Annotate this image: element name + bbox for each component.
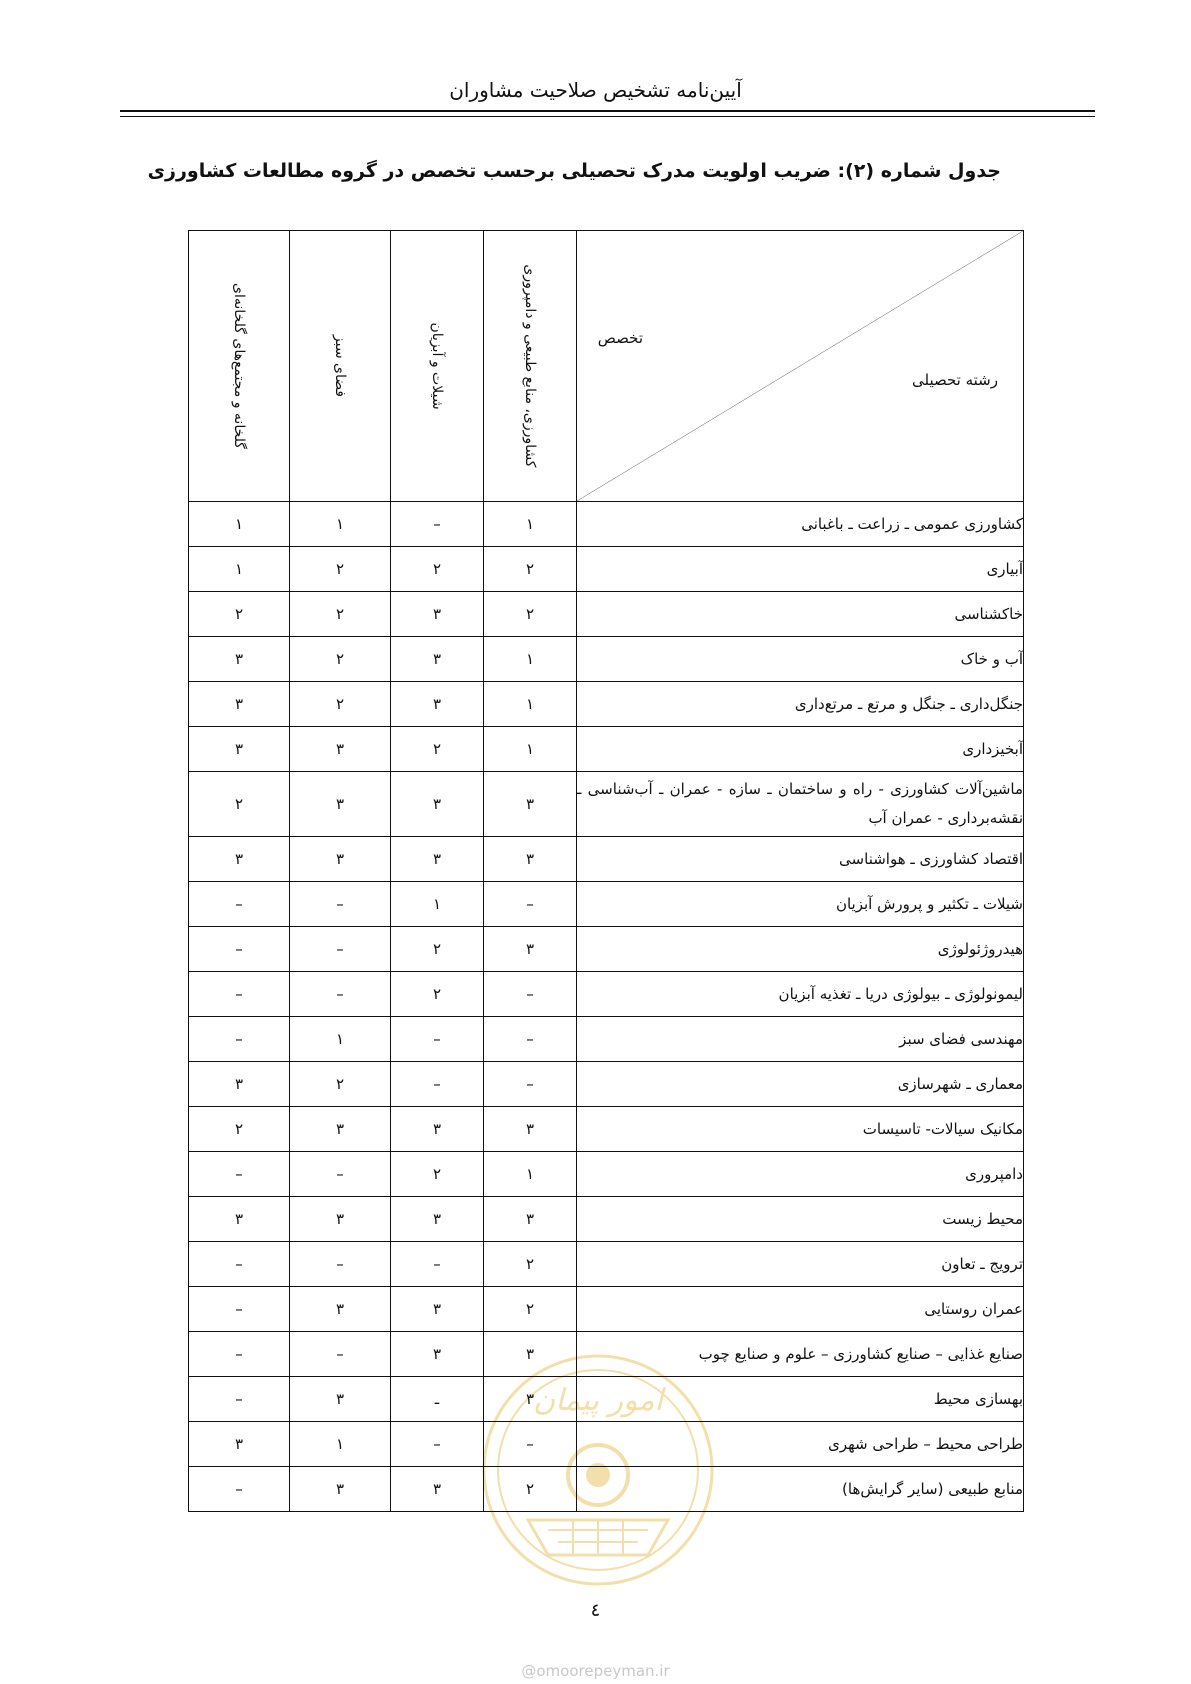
table-row bbox=[189, 547, 1024, 592]
table-row bbox=[189, 882, 1024, 927]
table-row bbox=[189, 1467, 1024, 1512]
value-cell: – bbox=[189, 1467, 290, 1512]
value-cell: ۳ bbox=[290, 837, 391, 882]
row-label: مکانیک سیالات- تاسیسات bbox=[577, 1107, 1024, 1152]
column-label: فضای سبز bbox=[332, 334, 348, 398]
watermark-text: امور پیمان bbox=[533, 1383, 663, 1418]
value-cell: – bbox=[290, 972, 391, 1017]
row-label: ماشین‌آلات کشاورزی - راه و ساختمان ـ سازه - عمران ـ آب‌شناسی ـ نقشه‌برداری - عمران آب bbox=[577, 772, 1024, 837]
value-cell: ۱ bbox=[484, 637, 577, 682]
table-row bbox=[189, 637, 1024, 682]
row-label: آبخیزداری bbox=[577, 727, 1024, 772]
value-cell: ۳ bbox=[189, 1062, 290, 1107]
column-label: شیلات و آبزیان bbox=[429, 322, 445, 410]
value-cell: ۲ bbox=[391, 1152, 484, 1197]
header-rule-thick bbox=[120, 110, 1095, 112]
value-cell: ۳ bbox=[290, 772, 391, 837]
table-row bbox=[189, 592, 1024, 637]
table-row bbox=[189, 1107, 1024, 1152]
value-cell: ۳ bbox=[290, 1287, 391, 1332]
value-cell: – bbox=[290, 927, 391, 972]
value-cell: ۲ bbox=[189, 772, 290, 837]
table-row bbox=[189, 502, 1024, 547]
value-cell: ۲ bbox=[391, 547, 484, 592]
value-cell: ۳ bbox=[391, 1107, 484, 1152]
value-cell: ۳ bbox=[290, 1107, 391, 1152]
table-row bbox=[189, 1377, 1024, 1422]
page-header: آیین‌نامه تشخیص صلاحیت مشاوران bbox=[449, 78, 742, 102]
table-row bbox=[189, 972, 1024, 1017]
row-label: محیط زیست bbox=[577, 1197, 1024, 1242]
value-cell: – bbox=[391, 1422, 484, 1467]
value-cell: – bbox=[189, 1242, 290, 1287]
row-label: مهندسی فضای سبز bbox=[577, 1017, 1024, 1062]
row-label: کشاورزی عمومی ـ زراعت ـ باغبانی bbox=[577, 502, 1024, 547]
value-cell: – bbox=[391, 1017, 484, 1062]
column-label: گلخانه و مجتمع‌های گلخانه‌ای bbox=[231, 283, 247, 449]
value-cell: ۳ bbox=[290, 1467, 391, 1512]
page-number: ٤ bbox=[590, 1600, 601, 1621]
value-cell: ۲ bbox=[484, 1287, 577, 1332]
value-cell: ۳ bbox=[391, 837, 484, 882]
row-label: خاکشناسی bbox=[577, 592, 1024, 637]
coefficient-table bbox=[188, 230, 1024, 1512]
value-cell: ۳ bbox=[484, 927, 577, 972]
value-cell: – bbox=[290, 882, 391, 927]
value-cell: ۳ bbox=[189, 727, 290, 772]
value-cell: ۳ bbox=[391, 1332, 484, 1377]
value-cell: ۳ bbox=[290, 727, 391, 772]
value-cell: ۲ bbox=[484, 592, 577, 637]
value-cell: – bbox=[290, 1152, 391, 1197]
value-cell: – bbox=[189, 972, 290, 1017]
value-cell: – bbox=[189, 1287, 290, 1332]
value-cell: ۲ bbox=[484, 1242, 577, 1287]
value-cell: ۳ bbox=[391, 592, 484, 637]
value-cell: ۲ bbox=[290, 592, 391, 637]
row-label: آب و خاک bbox=[577, 637, 1024, 682]
row-label: جنگل‌داری ـ جنگل و مرتع ـ مرتع‌داری bbox=[577, 682, 1024, 727]
value-cell: – bbox=[189, 1332, 290, 1377]
value-cell: ۳ bbox=[484, 1197, 577, 1242]
row-label: دامپروری bbox=[577, 1152, 1024, 1197]
row-label: طراحی محیط – طراحی شهری bbox=[577, 1422, 1024, 1467]
corner-label-specialty: تخصص bbox=[597, 329, 643, 347]
value-cell: ۲ bbox=[290, 682, 391, 727]
value-cell: ۲ bbox=[189, 1107, 290, 1152]
row-label: آبیاری bbox=[577, 547, 1024, 592]
value-cell: ۲ bbox=[484, 1467, 577, 1512]
value-cell: – bbox=[484, 972, 577, 1017]
value-cell: – bbox=[484, 1017, 577, 1062]
table-row bbox=[189, 1242, 1024, 1287]
value-cell: ۱ bbox=[484, 727, 577, 772]
value-cell: ۱ bbox=[189, 502, 290, 547]
value-cell: ۱ bbox=[290, 1422, 391, 1467]
value-cell: – bbox=[189, 882, 290, 927]
table-row bbox=[189, 727, 1024, 772]
value-cell: ۱ bbox=[290, 502, 391, 547]
value-cell: ۳ bbox=[189, 1197, 290, 1242]
value-cell: ۳ bbox=[484, 1332, 577, 1377]
diagonal-line bbox=[577, 231, 1023, 501]
value-cell: ۳ bbox=[391, 1467, 484, 1512]
value-cell: ۱ bbox=[484, 682, 577, 727]
header-rule-thin bbox=[120, 116, 1095, 117]
value-cell: ۱ bbox=[484, 502, 577, 547]
value-cell: – bbox=[189, 927, 290, 972]
row-label: معماری ـ شهرسازی bbox=[577, 1062, 1024, 1107]
value-cell: ۳ bbox=[290, 1377, 391, 1422]
table-row bbox=[189, 1422, 1024, 1467]
value-cell: ۳ bbox=[391, 772, 484, 837]
value-cell: ۲ bbox=[290, 547, 391, 592]
value-cell: ۳ bbox=[391, 1197, 484, 1242]
value-cell: – bbox=[484, 1062, 577, 1107]
table-row bbox=[189, 1062, 1024, 1107]
column-header-fisheries bbox=[391, 231, 484, 502]
column-header-green-space bbox=[290, 231, 391, 502]
value-cell: ۱ bbox=[391, 882, 484, 927]
column-header-agriculture bbox=[484, 231, 577, 502]
row-label: منابع طبیعی (سایر گرایش‌ها) bbox=[577, 1467, 1024, 1512]
value-cell: ۳ bbox=[391, 682, 484, 727]
row-label: صنایع غذایی – صنایع کشاورزی – علوم و صنایع چوب bbox=[577, 1332, 1024, 1377]
value-cell: ۳ bbox=[484, 1377, 577, 1422]
value-cell: ۳ bbox=[189, 637, 290, 682]
row-label: عمران روستایی bbox=[577, 1287, 1024, 1332]
value-cell: ۲ bbox=[189, 592, 290, 637]
table-row bbox=[189, 1017, 1024, 1062]
value-cell: ۱ bbox=[484, 1152, 577, 1197]
value-cell: ۳ bbox=[484, 837, 577, 882]
value-cell: – bbox=[391, 1242, 484, 1287]
table-body bbox=[189, 502, 1024, 1512]
value-cell: ۳ bbox=[189, 1422, 290, 1467]
table-row bbox=[189, 1152, 1024, 1197]
row-label: اقتصاد کشاورزی ـ هواشناسی bbox=[577, 837, 1024, 882]
column-label: کشاورزی، منابع طبیعی و دامپروری bbox=[522, 264, 538, 468]
value-cell: ۲ bbox=[484, 547, 577, 592]
value-cell: – bbox=[484, 882, 577, 927]
value-cell: ۳ bbox=[391, 637, 484, 682]
value-cell: – bbox=[290, 1332, 391, 1377]
table-row bbox=[189, 1332, 1024, 1377]
value-cell: ۳ bbox=[189, 682, 290, 727]
value-cell: ۳ bbox=[484, 1107, 577, 1152]
row-label: لیمونولوژی ـ بیولوژی دریا ـ تغذیه آبزیان bbox=[577, 972, 1024, 1017]
row-label: هیدروژئولوژی bbox=[577, 927, 1024, 972]
watermark-site: @omoorepeyman.ir bbox=[521, 1662, 670, 1680]
table-row bbox=[189, 837, 1024, 882]
table-row bbox=[189, 927, 1024, 972]
value-cell: – bbox=[189, 1017, 290, 1062]
table-row bbox=[189, 682, 1024, 727]
value-cell: ۱ bbox=[290, 1017, 391, 1062]
corner-cell bbox=[577, 231, 1024, 502]
table-row bbox=[189, 1287, 1024, 1332]
value-cell: ۲ bbox=[290, 637, 391, 682]
table-title: جدول شماره (۲): ضریب اولویت مدرک تحصیلی برحسب تخصص در گروه مطالعات کشاورزی bbox=[147, 160, 1001, 182]
header-row bbox=[189, 231, 1024, 502]
value-cell: – bbox=[484, 1422, 577, 1467]
value-cell: ۳ bbox=[290, 1197, 391, 1242]
column-header-greenhouse bbox=[189, 231, 290, 502]
row-label: بهسازی محیط bbox=[577, 1377, 1024, 1422]
value-cell: – bbox=[391, 1062, 484, 1107]
table-row bbox=[189, 1197, 1024, 1242]
value-cell: ۲ bbox=[290, 1062, 391, 1107]
value-cell: ۳ bbox=[391, 1287, 484, 1332]
row-label: شیلات ـ تکثیر و پرورش آبزیان bbox=[577, 882, 1024, 927]
value-cell: ۲ bbox=[391, 727, 484, 772]
row-label: ترویج ـ تعاون bbox=[577, 1242, 1024, 1287]
value-cell: – bbox=[391, 502, 484, 547]
value-cell: ۲ bbox=[391, 927, 484, 972]
value-cell: ۱ bbox=[189, 547, 290, 592]
corner-label-field: رشته تحصیلی bbox=[911, 371, 998, 389]
table-row bbox=[189, 772, 1024, 837]
value-cell: ۳ bbox=[484, 772, 577, 837]
value-cell: ۲ bbox=[391, 972, 484, 1017]
value-cell: – bbox=[290, 1242, 391, 1287]
value-cell: – bbox=[189, 1152, 290, 1197]
value-cell: ـ bbox=[391, 1377, 484, 1422]
value-cell: ۳ bbox=[189, 837, 290, 882]
value-cell: – bbox=[189, 1377, 290, 1422]
